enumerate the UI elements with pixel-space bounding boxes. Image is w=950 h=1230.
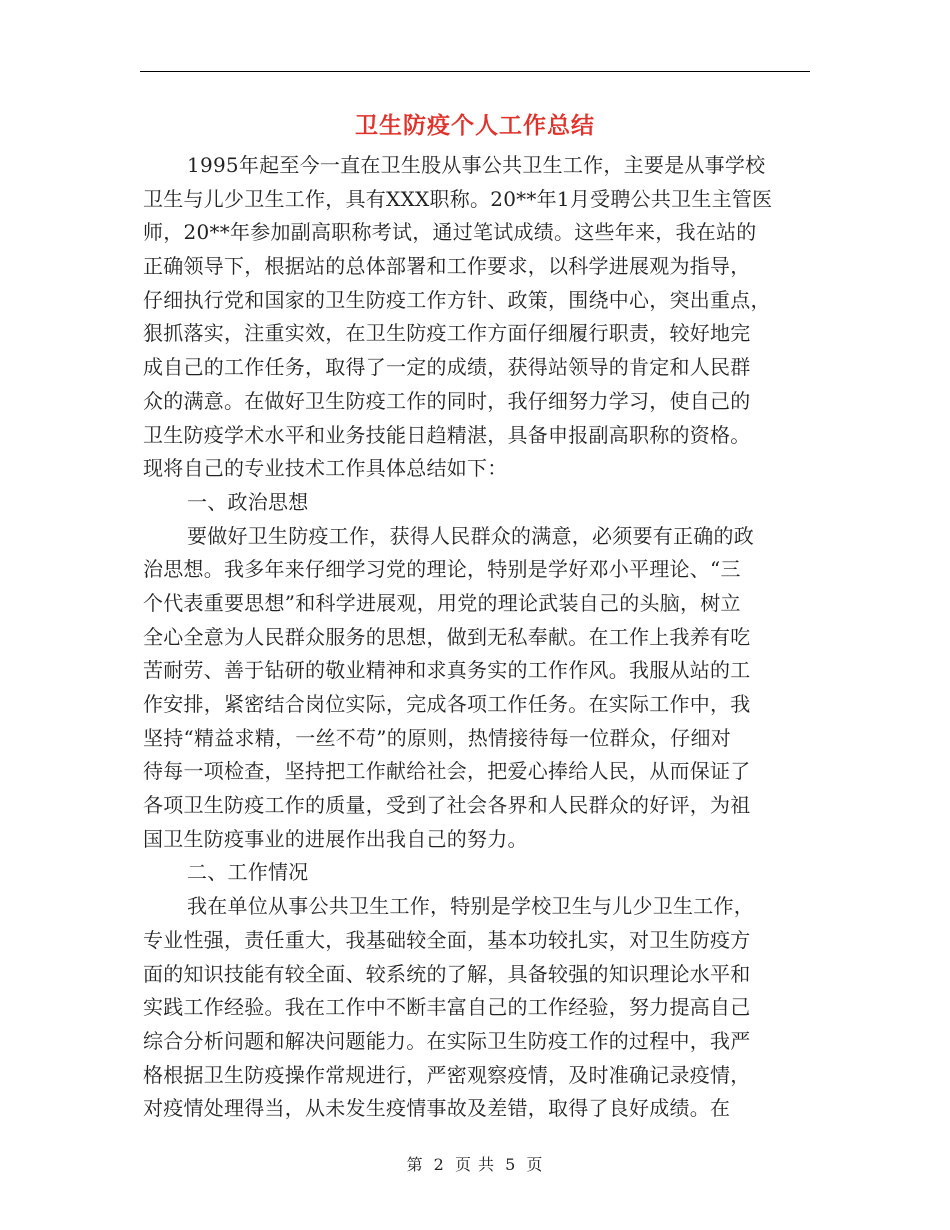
body-line: 卫生与儿少卫生工作，具有XXX职称。20**年1月受聘公共卫生主管医 bbox=[143, 186, 773, 211]
body-line: 师，20**年参加副高职称考试，通过笔试成绩。这些年来，我在站的 bbox=[143, 220, 757, 245]
document-body bbox=[143, 149, 823, 1126]
body-line: 众的满意。在做好卫生防疫工作的同时，我仔细努力学习，使自己的 bbox=[143, 388, 751, 413]
body-line: 我在单位从事公共卫生工作，特别是学校卫生与儿少卫生工作， bbox=[187, 894, 754, 919]
body-line: 要做好卫生防疫工作，获得人民群众的满意，必须要有正确的政 bbox=[187, 523, 754, 548]
body-line: 治思想。我多年来仔细学习党的理论，特别是学好邓小平理论、“三 bbox=[143, 557, 741, 582]
body-line: 面的知识技能有较全面、较系统的了解，具备较强的知识理论水平和 bbox=[143, 961, 751, 986]
header-rule bbox=[140, 71, 810, 72]
body-line: 坚持“精益求精，一丝不苟”的原则，热情接待每一位群众，仔细对 bbox=[143, 725, 731, 750]
body-line: 狠抓落实，注重实效，在卫生防疫工作方面仔细履行职责，较好地完 bbox=[143, 321, 751, 346]
body-line: 个代表重要思想”和科学进展观，用党的理论武装自己的头脑，树立 bbox=[143, 590, 741, 615]
body-line: 1995年起至今一直在卫生股从事公共卫生工作，主要是从事学校 bbox=[187, 153, 766, 177]
body-line: 一、政治思想 bbox=[187, 489, 309, 514]
body-line: 格根据卫生防疫操作常规进行，严密观察疫情，及时准确记录疫情， bbox=[143, 1062, 751, 1087]
body-line: 对疫情处理得当，从未发生疫情事故及差错，取得了良好成绩。在 bbox=[143, 1096, 731, 1121]
body-line: 二、工作情况 bbox=[187, 860, 309, 885]
body-line: 仔细执行党和国家的卫生防疫工作方针、政策，围绕中心，突出重点， bbox=[143, 287, 771, 312]
footer-label-page: 第 bbox=[406, 1155, 424, 1174]
footer-total-pages: 5 bbox=[505, 1155, 517, 1174]
body-line: 卫生防疫学术水平和业务技能日趋精湛，具备申报副高职称的资格。 bbox=[143, 422, 751, 447]
footer-label-end: 页 bbox=[526, 1155, 544, 1174]
body-line: 各项卫生防疫工作的质量，受到了社会各界和人民群众的好评，为祖 bbox=[143, 793, 751, 818]
body-line: 现将自己的专业技术工作具体总结如下： bbox=[143, 456, 508, 481]
body-line: 专业性强，责任重大，我基础较全面，基本功较扎实，对卫生防疫方 bbox=[143, 927, 751, 952]
body-line: 实践工作经验。我在工作中不断丰富自己的工作经验，努力提高自己 bbox=[143, 995, 751, 1020]
page-footer bbox=[0, 1152, 950, 1175]
body-line: 综合分析问题和解决问题能力。在实际卫生防疫工作的过程中，我严 bbox=[143, 1028, 751, 1053]
document-title: 卫生防疫个人工作总结 bbox=[355, 112, 595, 139]
body-line: 待每一项检查，坚持把工作献给社会，把爱心捧给人民，从而保证了 bbox=[143, 759, 751, 784]
body-line: 全心全意为人民群众服务的思想，做到无私奉献。在工作上我养有吃 bbox=[143, 624, 751, 649]
body-line: 苦耐劳、善于钻研的敬业精神和求真务实的工作作风。我服从站的工 bbox=[143, 658, 751, 683]
body-line: 成自己的工作任务，取得了一定的成绩，获得站领导的肯定和人民群 bbox=[143, 355, 751, 380]
body-line: 国卫生防疫事业的进展作出我自己的努力。 bbox=[143, 826, 528, 851]
body-line: 正确领导下，根据站的总体部署和工作要求，以科学进展观为指导， bbox=[143, 254, 751, 279]
body-line: 作安排，紧密结合岗位实际，完成各项工作任务。在实际工作中，我 bbox=[143, 692, 751, 716]
footer-label-of: 页 共 bbox=[454, 1155, 496, 1174]
footer-current-page: 2 bbox=[433, 1155, 445, 1174]
